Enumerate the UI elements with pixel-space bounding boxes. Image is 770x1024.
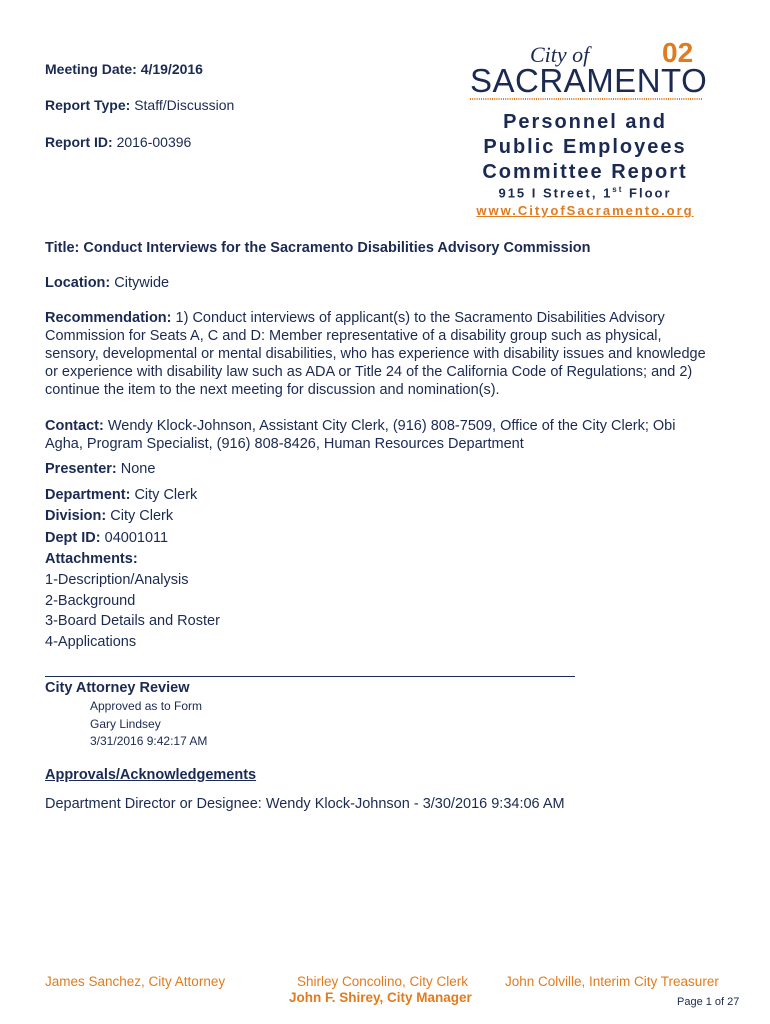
footer-city-treasurer: John Colville, Interim City Treasurer xyxy=(505,974,719,989)
department-label: Department: xyxy=(45,487,131,503)
contact xyxy=(45,417,713,453)
report-type xyxy=(45,96,234,114)
meeting-date xyxy=(45,60,203,78)
website-link[interactable]: www.CityofSacramento.org xyxy=(476,203,694,218)
meeting-date-value: 4/19/2016 xyxy=(140,61,203,77)
footer-city-manager: John F. Shirey, City Manager xyxy=(289,990,472,1005)
location xyxy=(45,274,720,292)
attachment-item-2[interactable]: 2-Background xyxy=(45,593,136,609)
attachment-item-4[interactable]: 4-Applications xyxy=(45,634,137,650)
presenter xyxy=(45,460,720,478)
report-type-value: Staff/Discussion xyxy=(134,97,235,113)
report-id-label: Report ID: xyxy=(45,134,113,150)
dept-id xyxy=(45,529,720,547)
logo-number-text: 02 xyxy=(662,37,694,68)
dept-id-value: 04001011 xyxy=(104,530,169,546)
attachment-item-1[interactable]: 1-Description/Analysis xyxy=(45,572,189,588)
contact-text: Wendy Klock-Johnson, Assistant City Clerk, (916) 808-7509, Office of the City Clerk; Obi Agha, Program Specialist, (916) 808-8426, Human Resources Department xyxy=(45,418,676,452)
report-title: Title: Conduct Interviews for the Sacramento Disabilities Advisory Commission xyxy=(45,240,591,256)
page-number: Page 1 of 27 xyxy=(677,996,740,1008)
committee-line-3: Committee Report xyxy=(482,161,688,183)
recommendation xyxy=(45,309,715,399)
attachment-item-3[interactable]: 3-Board Details and Roster xyxy=(45,613,220,629)
logo-city-of-text: City of xyxy=(530,42,590,67)
attorney-review-line-3: 3/31/2016 9:42:17 AM xyxy=(90,734,208,748)
attachments-label: Attachments: xyxy=(45,551,138,567)
city-attorney-review-heading: City Attorney Review xyxy=(45,680,190,696)
address-sup: st xyxy=(612,185,624,194)
committee-line-2: Public Employees xyxy=(483,136,687,158)
division-value: City Clerk xyxy=(110,508,174,524)
footer-city-attorney: James Sanchez, City Attorney xyxy=(45,974,226,989)
city-of-sacramento-logo xyxy=(468,36,708,106)
presenter-value: None xyxy=(120,461,156,477)
recommendation-label: Recommendation: xyxy=(45,310,172,326)
committee-address xyxy=(470,185,700,200)
location-label: Location: xyxy=(45,275,111,291)
dept-id-label: Dept ID: xyxy=(45,530,101,546)
approvals-text: Department Director or Designee: Wendy Klock-Johnson - 3/30/2016 9:34:06 AM xyxy=(45,796,565,812)
department-value: City Clerk xyxy=(134,487,198,503)
presenter-label: Presenter: xyxy=(45,461,117,477)
committee-line-1: Personnel and xyxy=(503,111,667,133)
report-id-value: 2016-00396 xyxy=(116,134,192,150)
contact-label: Contact: xyxy=(45,418,104,434)
footer-city-clerk: Shirley Concolino, City Clerk xyxy=(297,974,469,989)
attorney-review-line-1: Approved as to Form xyxy=(90,699,203,713)
report-type-label: Report Type: xyxy=(45,97,131,113)
address-end: Floor xyxy=(623,185,672,201)
address-main: 915 I Street, 1 xyxy=(498,185,613,201)
division xyxy=(45,507,720,525)
approvals-heading: Approvals/Acknowledgements xyxy=(45,767,257,783)
section-divider xyxy=(45,676,575,677)
division-label: Division: xyxy=(45,508,107,524)
attorney-review-line-2: Gary Lindsey xyxy=(90,717,161,731)
report-id xyxy=(45,133,191,151)
department xyxy=(45,486,720,504)
location-value: Citywide xyxy=(114,275,170,291)
logo-sacramento-text: SACRAMENTO xyxy=(470,62,708,99)
meeting-date-label: Meeting Date: xyxy=(45,61,137,77)
recommendation-text: 1) Conduct interviews of applicant(s) to the Sacramento Disabilities Advisory Commission for Seats A, C and D: Member representative of a disability group such as physical, sensory, developmental or mental disabilities, who has experience with disability issues and knowledge or experience with disability law such as ADA or Title 24 of the California Code of Regulations; and 2) continue the item to the next meeting for discussion and nomination(s). xyxy=(45,310,706,398)
